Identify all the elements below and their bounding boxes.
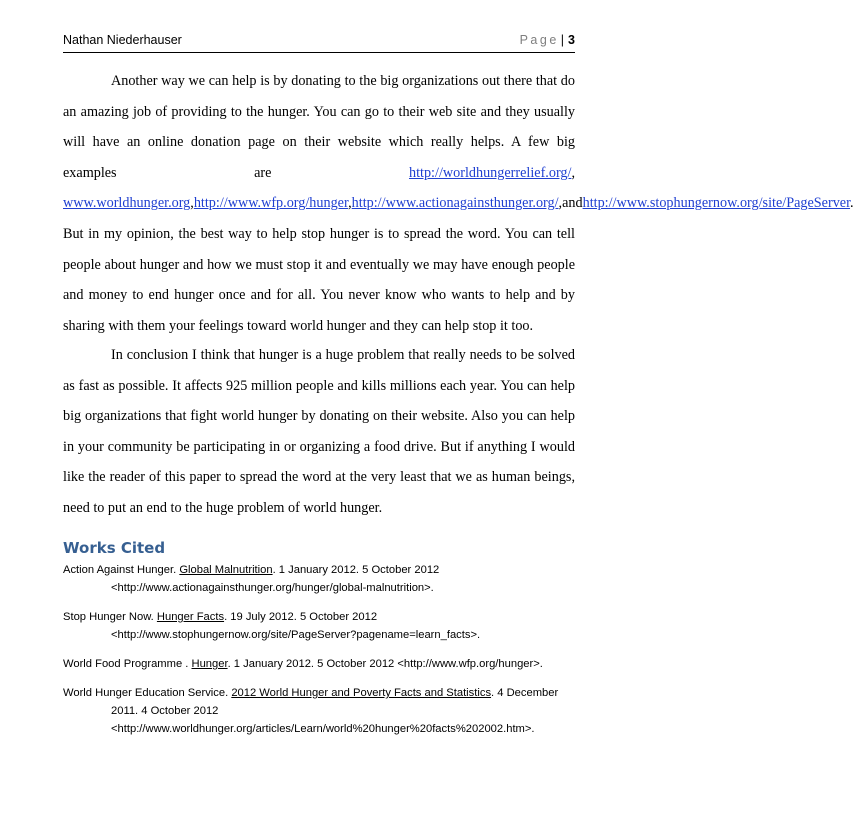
page-number: 3 [568,33,575,47]
link-separator: ,and [558,195,583,212]
link-separator: , [348,195,352,212]
paragraph-text: Another way we can help is by donating to the big organizations out there that do an amazing job of providing to the hunger. You can go to their web site and they usually will have an online donation page on their website which really helps. A few big examples are [63,73,575,181]
citation-author: World Hunger Education Service. [63,687,232,699]
works-cited-heading: Works Cited [63,539,166,557]
citation-title: Hunger Facts [156,611,225,623]
paragraph-text: In conclusion I think that hunger is a huge problem that really needs to be solved as fast as possible. It affects 925 million people and kills millions each year. You can help big organizations that fight world hunger by donating on their website. Also you can help in your community be participating in or organizing a food drive. But if anything I would like the reader of this paper to spread the word at the very least that we as human beings, need to put an end to the huge problem of world hunger. [63,347,575,516]
header-page-number [520,33,575,47]
citation-details: . 1 January 2012. 5 October 2012 <http://www.actionagainsthunger.org/hunger/global-malnutrition>. [111,564,440,594]
link-separator: , [571,164,575,181]
citation-title: Global Malnutrition [179,564,273,576]
citation-author: World Food Programme . [63,658,192,670]
citation-details: . 19 July 2012. 5 October 2012 <http://www.stophungernow.org/site/PageServer?pagename=learn_facts>. [111,611,481,641]
header-rule [63,52,575,53]
citation-details: . 1 January 2012. 5 October 2012 <http://www.wfp.org/hunger>. [227,658,543,670]
link-separator: , [190,195,194,212]
paragraph-conclusion [63,340,575,524]
link-actionagainsthunger[interactable]: http://www.actionagainsthunger.org/ [351,195,559,212]
citation-author: Stop Hunger Now. [63,611,157,623]
header-author: Nathan Niederhauser [63,33,182,47]
citation-title: Hunger [191,658,228,670]
link-worldhunger[interactable]: www.worldhunger.org [63,195,191,212]
citation-author: Action Against Hunger. [63,564,180,576]
citation-title: 2012 World Hunger and Poverty Facts and Statistics [231,687,492,699]
citation-entry [63,655,583,673]
citation-entry [63,684,583,738]
link-wfp[interactable]: http://www.wfp.org/hunger [193,195,349,212]
link-worldhungerrelief[interactable]: http://worldhungerrelief.org/ [408,164,572,181]
link-stophungernow[interactable]: http://www.stophungernow.org/site/PageServer [582,195,851,212]
page-separator: | [560,33,565,47]
citation-entry [63,561,583,597]
paragraph-text: . But in my opinion, the best way to help stop hunger is to spread the word. You can tell people about hunger and how we must stop it and eventually we may have enough people and money to end hunger once and for all. You never know who wants to help and by sharing with them your feelings toward world hunger and they can help stop it too. [63,195,854,334]
citation-entry [63,608,583,644]
page-label: Page [519,33,559,47]
citation-details: . 4 December 2011. 4 October 2012 <http://www.worldhunger.org/articles/Learn/world%20hunger%20facts%202002.htm>. [111,687,559,735]
paragraph-donating [63,66,854,341]
works-cited-list [63,561,583,749]
